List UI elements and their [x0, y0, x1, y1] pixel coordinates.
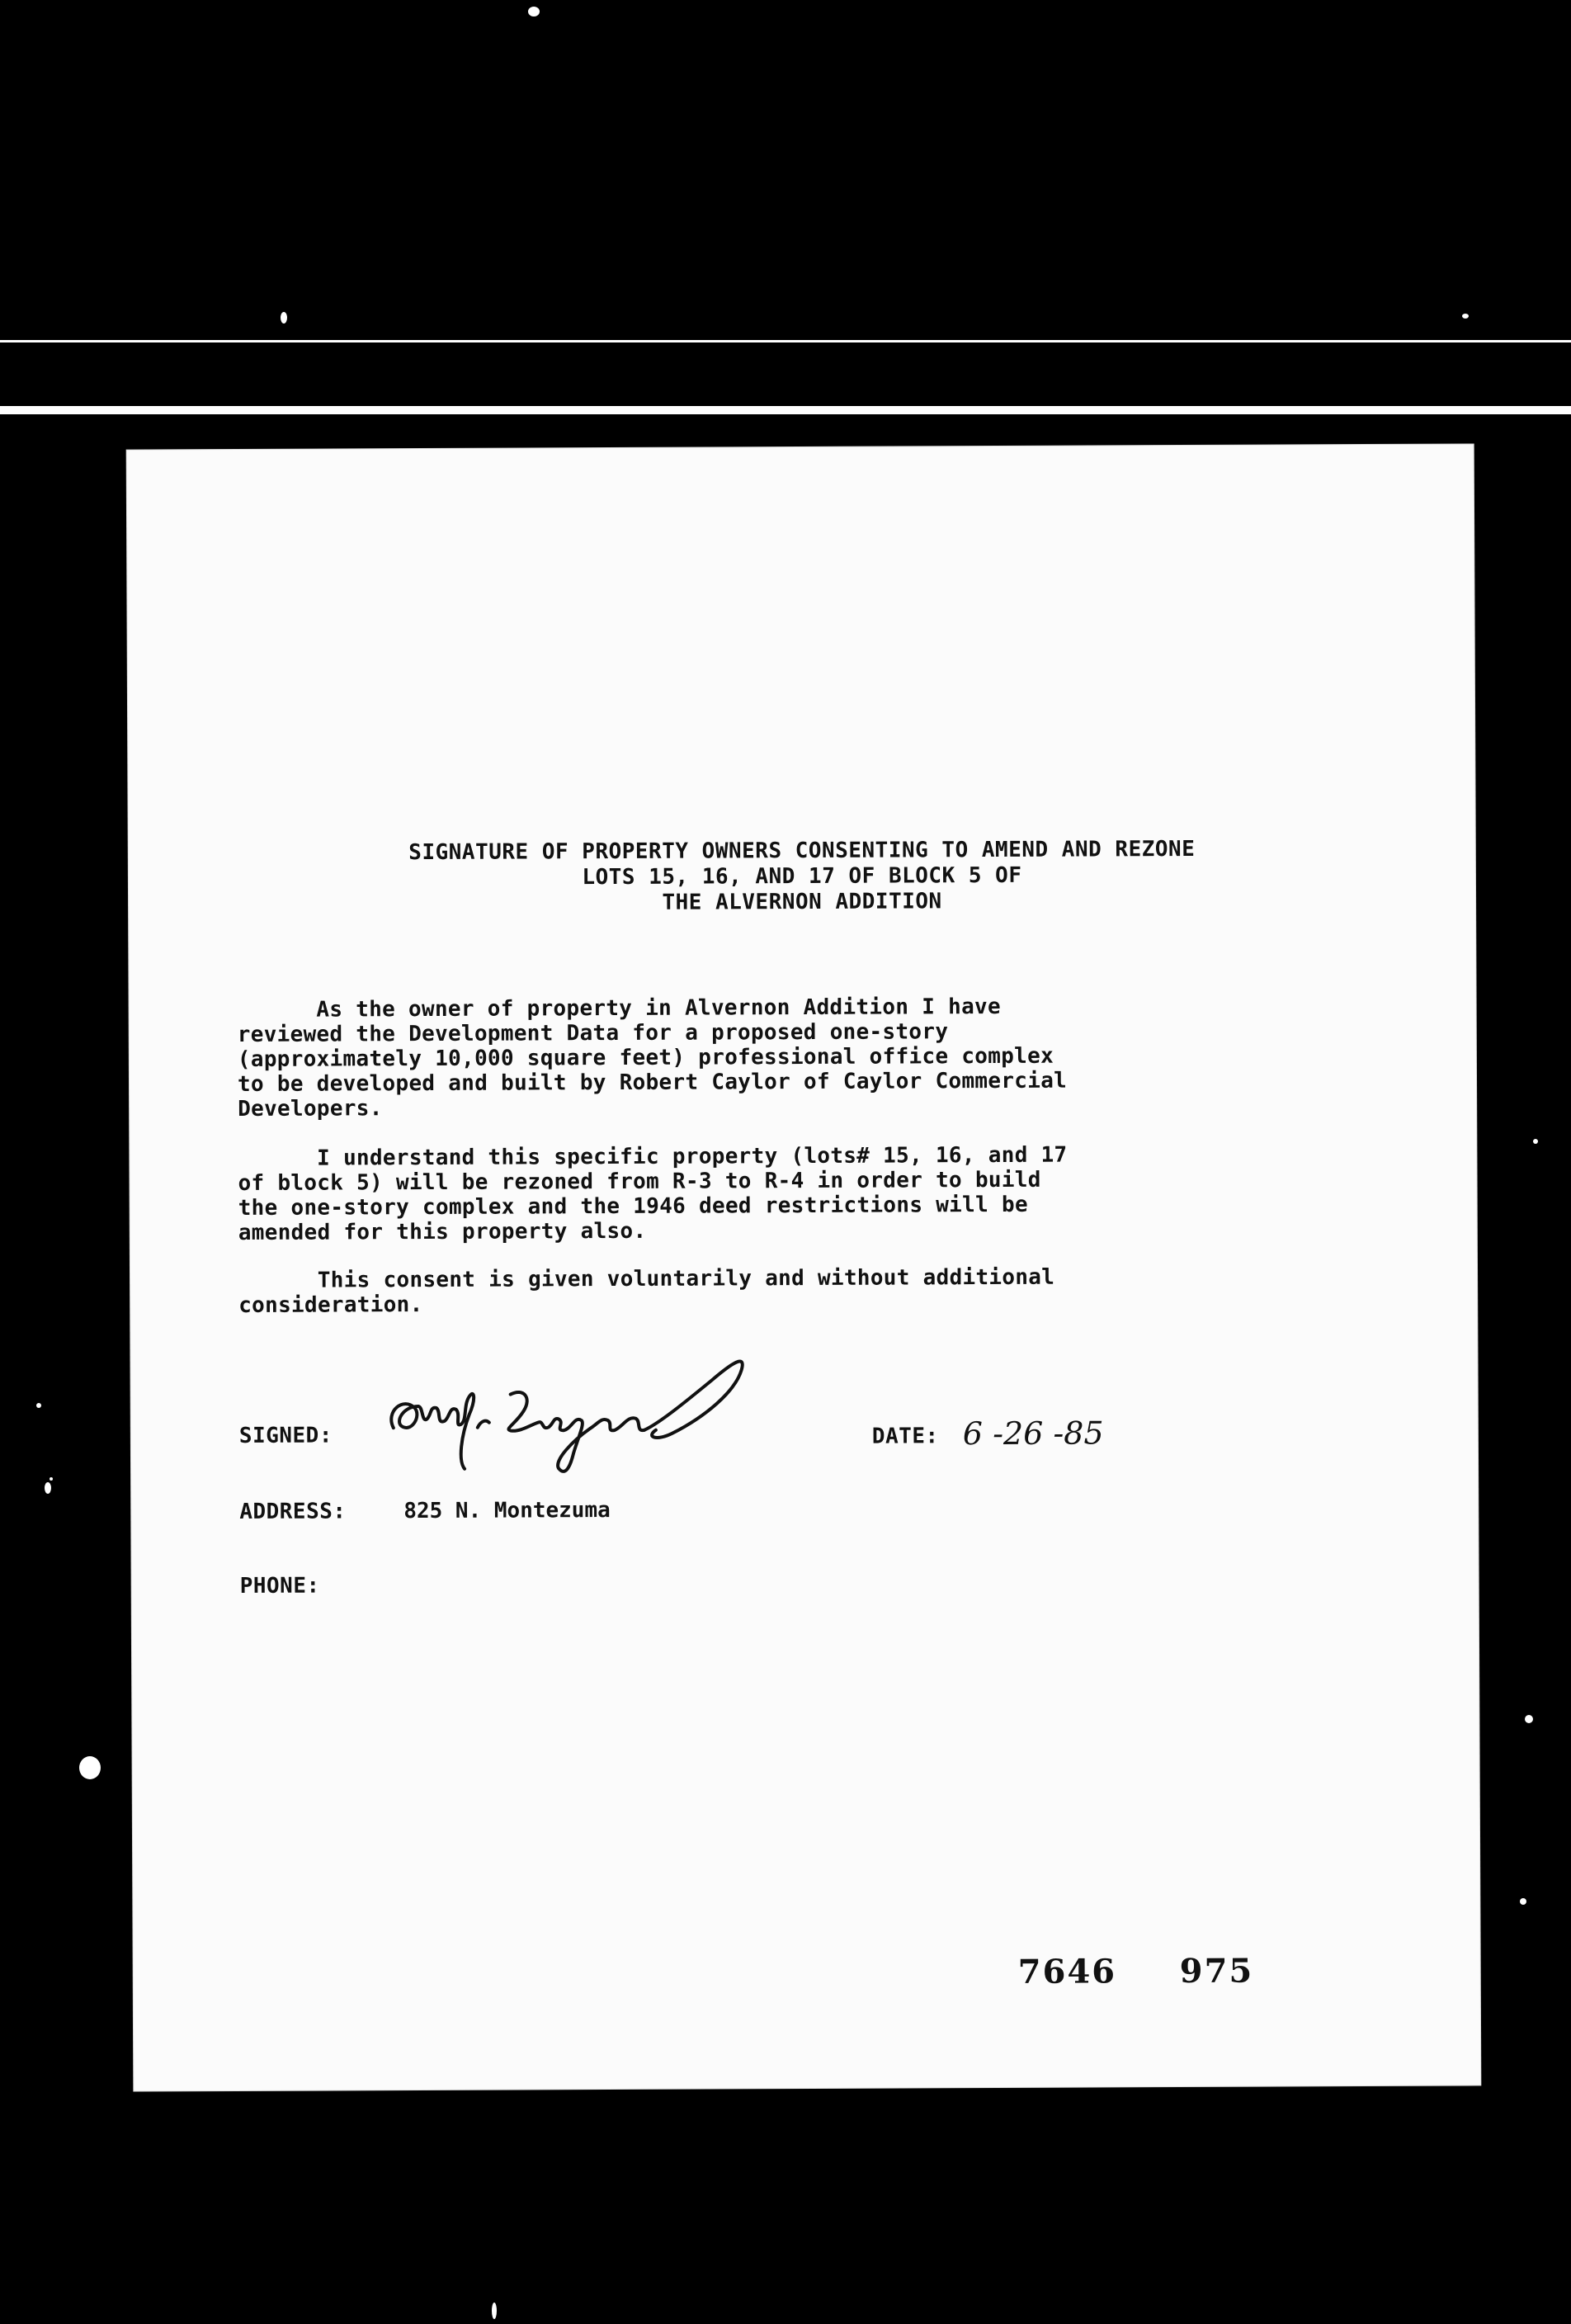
title-line: LOTS 15, 16, AND 17 OF BLOCK 5 OF — [582, 862, 1022, 890]
paragraph-line: This consent is given voluntarily and without additional — [238, 1264, 1055, 1293]
document-number: 7646 — [1017, 1952, 1117, 1991]
paragraph-line: the one-story complex and the 1946 deed restrictions will be — [238, 1192, 1028, 1221]
paragraph-line: consideration. — [238, 1292, 423, 1318]
paragraph-line: (approximately 10,000 square feet) professional office complex — [237, 1043, 1054, 1072]
date-label: DATE: — [871, 1424, 939, 1449]
scan-speck — [1533, 1139, 1538, 1144]
paragraph-line: I understand this specific property (lots# 15, 16, and 17 — [238, 1142, 1068, 1171]
address-label: ADDRESS: — [239, 1499, 347, 1524]
paragraph-line: to be developed and built by Robert Caylor of Caylor Commercial — [237, 1068, 1068, 1097]
paragraph-consent — [238, 1264, 1394, 1318]
title-line: THE ALVERNON ADDITION — [662, 889, 942, 915]
scan-line-top — [0, 340, 1571, 342]
scan-speck — [50, 1477, 53, 1481]
paragraph-line: amended for this property also. — [238, 1218, 647, 1245]
title-line: SIGNATURE OF PROPERTY OWNERS CONSENTING TO AMEND AND REZONE — [408, 836, 1196, 866]
paragraph-line: As the owner of property in Alvernon Addition I have — [237, 994, 1001, 1023]
scan-speck — [36, 1403, 41, 1408]
scan-speck — [1462, 314, 1469, 319]
scan-line-bottom — [0, 406, 1571, 414]
page-number: 975 — [1179, 1951, 1254, 1991]
document-title — [129, 835, 1475, 918]
scan-speck — [528, 7, 540, 17]
date-value: 6 -26 -85 — [962, 1415, 1104, 1452]
phone-label: PHONE: — [239, 1573, 320, 1599]
scan-speck — [281, 312, 287, 324]
address-value: 825 N. Montezuma — [403, 1498, 611, 1524]
paragraph-line: reviewed the Development Data for a proposed one-story — [237, 1019, 949, 1047]
signed-label: SIGNED: — [238, 1423, 333, 1448]
scan-speck — [79, 1756, 101, 1779]
scan-speck — [492, 2303, 497, 2319]
paragraph-rezoning — [238, 1141, 1394, 1245]
paragraph-line: of block 5) will be rezoned from R-3 to R-4 in order to build — [238, 1167, 1041, 1196]
document-page — [127, 444, 1481, 2090]
handwritten-signature — [378, 1344, 767, 1486]
scan-speck — [45, 1482, 51, 1494]
paragraph-line: Developers. — [238, 1096, 383, 1122]
scan-speck — [1525, 1715, 1533, 1723]
scan-speck — [1520, 1898, 1526, 1905]
paragraph-ownership — [238, 993, 1394, 1122]
